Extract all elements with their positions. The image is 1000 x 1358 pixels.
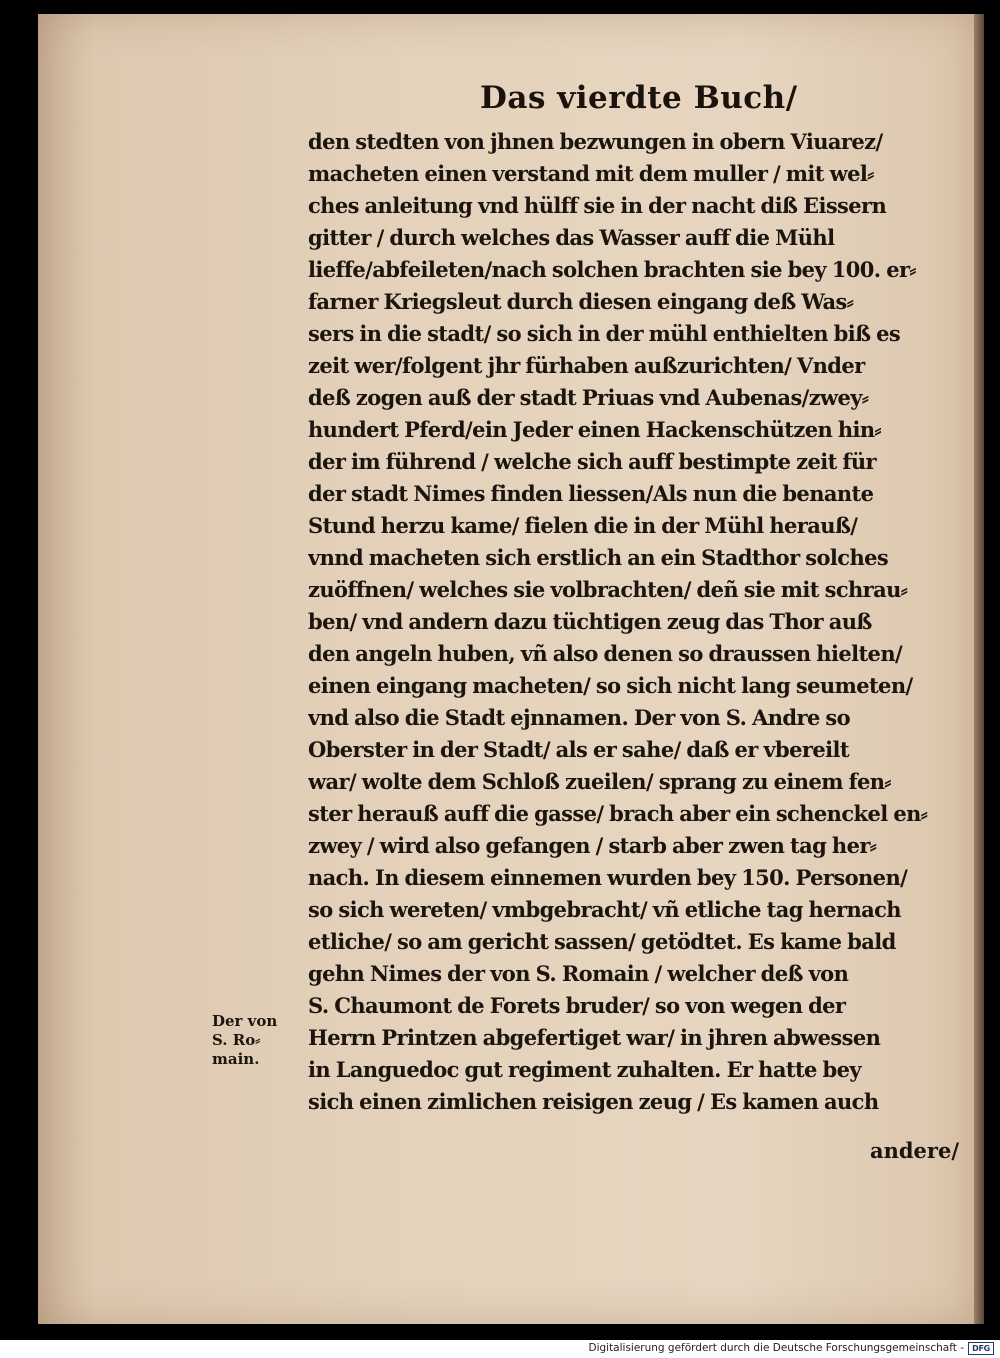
body-text: [308, 126, 968, 1118]
text-line: nach. In diesem einnemen wurden bey 150. Personen/: [308, 865, 908, 890]
text-line: farner Kriegsleut durch diesen eingang deß Was⸗: [308, 289, 854, 314]
text-line: lieffe/abfeileten/nach solchen brachten sie bey 100. er⸗: [308, 257, 916, 282]
show-through-ink: [205, 805, 300, 865]
marginal-note: [212, 1012, 302, 1069]
text-line: zuöffnen/ welches sie volbrachten/ deñ sie mit schrau⸗: [308, 577, 908, 602]
text-line: Stund herzu kame/ fielen die in der Mühl herauß/: [308, 513, 858, 538]
text-line: den angeln huben, vñ also denen so draussen hielten/: [308, 641, 903, 666]
marginal-note-line: Der von: [212, 1012, 278, 1030]
text-line: so sich wereten/ vmbgebracht/ vñ etliche tag hernach: [308, 897, 901, 922]
marginal-note-line: main.: [212, 1050, 260, 1068]
text-line: vnnd macheten sich erstlich an ein Stadthor solches: [308, 545, 889, 570]
text-line: Oberster in der Stadt/ als er sahe/ daß er vbereilt: [308, 737, 849, 762]
dfg-logo-icon: DFG: [968, 1342, 994, 1355]
text-line: vnd also die Stadt ejnnamen. Der von S. Andre so: [308, 705, 851, 730]
text-line: gehn Nimes der von S. Romain / welcher deß von: [308, 961, 849, 986]
catchword: andere/: [870, 1138, 960, 1163]
text-line: macheten einen verstand mit dem muller / mit wel⸗: [308, 161, 874, 186]
text-line: sich einen zimlichen reisigen zeug / Es kamen auch: [308, 1089, 879, 1114]
text-line: deß zogen auß der stadt Priuas vnd Aubenas/zwey⸗: [308, 385, 869, 410]
page-edge: [974, 14, 984, 1324]
text-line: einen eingang macheten/ so sich nicht lang seumeten/: [308, 673, 913, 698]
text-line: zeit wer/folgent jhr fürhaben außzurichten/ Vnder: [308, 353, 865, 378]
text-line: war/ wolte dem Schloß zueilen/ sprang zu einem fen⸗: [308, 769, 891, 794]
text-line: der stadt Nimes finden liessen/Als nun die benante: [308, 481, 874, 506]
text-line: sers in die stadt/ so sich in der mühl enthielten biß es: [308, 321, 901, 346]
text-line: S. Chaumont de Forets bruder/ so von wegen der: [308, 993, 846, 1018]
text-line: ben/ vnd andern dazu tüchtigen zeug das Thor auß: [308, 609, 872, 634]
text-line: zwey / wird also gefangen / starb aber zwen tag her⸗: [308, 833, 877, 858]
footer-bar: [0, 1340, 1000, 1358]
text-line: hundert Pferd/ein Jeder einen Hackenschützen hin⸗: [308, 417, 881, 442]
text-line: den stedten von jhnen bezwungen in obern Viuarez/: [308, 129, 883, 154]
text-line: ster herauß auff die gasse/ brach aber ein schenckel en⸗: [308, 801, 928, 826]
text-line: in Languedoc gut regiment zuhalten. Er hatte bey: [308, 1057, 861, 1082]
running-head: Das vierdte Buch/: [480, 80, 798, 116]
text-line: ches anleitung vnd hülff sie in der nacht diß Eissern: [308, 193, 887, 218]
text-line: Herrn Printzen abgefertiget war/ in jhren abwessen: [308, 1025, 881, 1050]
marginal-note-line: S. Ro⸗: [212, 1031, 261, 1049]
text-line: etliche/ so am gericht sassen/ getödtet. Es kame bald: [308, 929, 896, 954]
digitization-credit: Digitalisierung gefördert durch die Deutsche Forschungsgemeinschaft -: [588, 1342, 964, 1354]
text-line: der im führend / welche sich auff bestimpte zeit für: [308, 449, 876, 474]
text-line: gitter / durch welches das Wasser auff die Mühl: [308, 225, 835, 250]
